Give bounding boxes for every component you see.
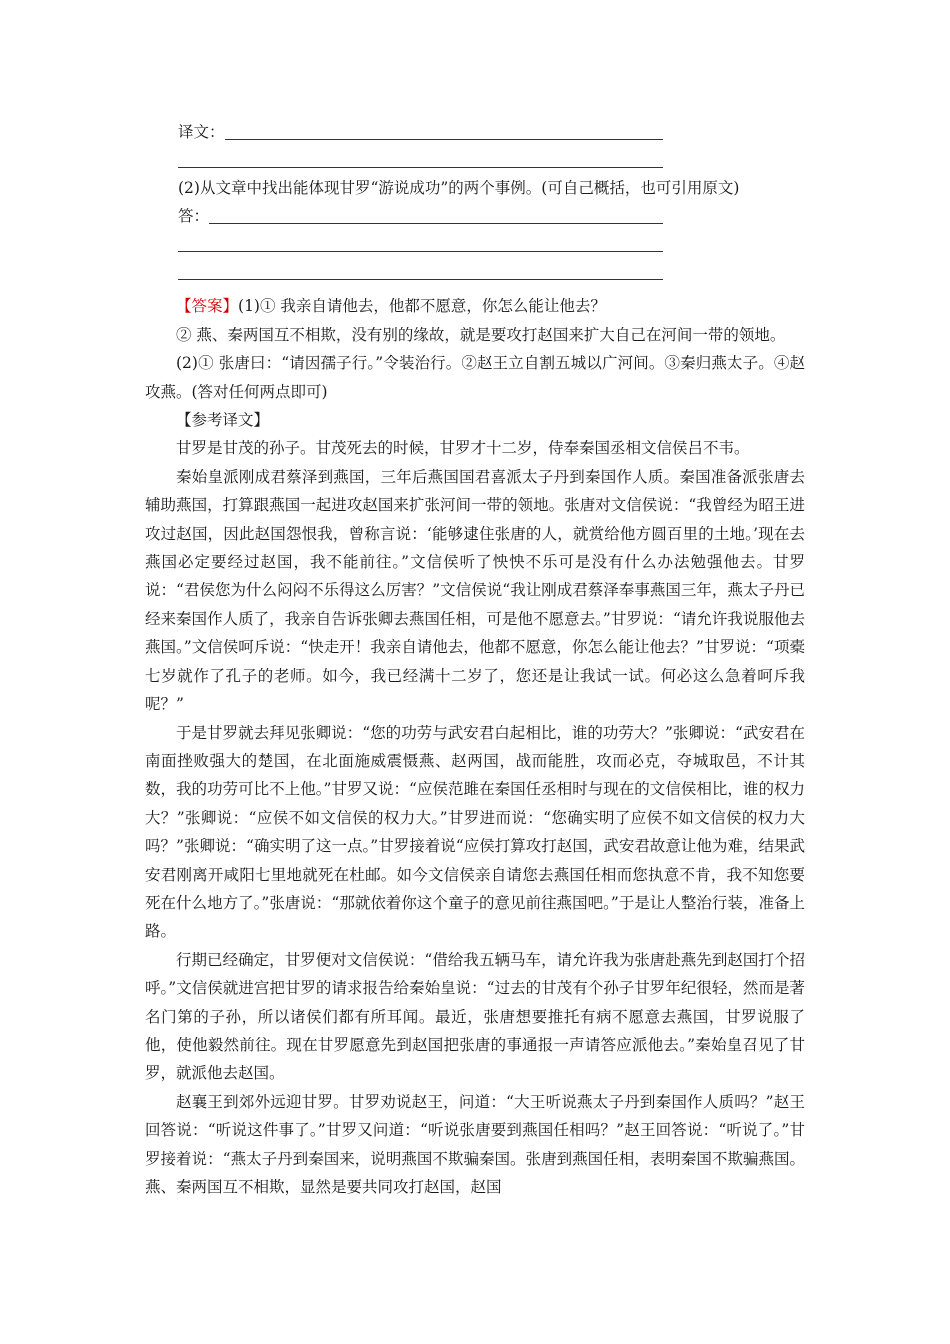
answer-blank-line[interactable]	[225, 139, 663, 140]
blank-row	[145, 230, 805, 258]
answer-tag: 【答案】	[176, 297, 239, 316]
reference-paragraph: 行期已经确定，甘罗便对文信侯说：“借给我五辆马车，请允许我为张唐赴燕先到赵国打个招呼。”文信侯就进宫把甘罗的请求报告给秦始皇说：“过去的甘茂有个孙子甘罗年纪很轻，然而是著名门第的子孙，所以诸侯们都有所耳闻。最近，张唐想要推托有病不愿意去燕国，甘罗说服了他，使他毅然前往。现在甘罗愿意先到赵国把张唐的事通报一声请答应派他去。”秦始皇召见了甘罗，就派他去赵国。	[145, 950, 805, 1083]
reference-paragraph: 赵襄王到郊外远迎甘罗。甘罗劝说赵王，问道：“大王听说燕太子丹到秦国作人质吗？”赵王回答说：“听说这件事了。”甘罗又问道：“听说张唐要到燕国任相吗？”赵王回答说：“听说了。”甘罗接着说：“燕太子丹到秦国来，说明燕国不欺骗秦国。张唐到燕国任相，表明秦国不欺骗燕国。燕、秦两国互不相欺，显然是要共同攻打赵国，赵国	[145, 1092, 805, 1196]
blank-row	[145, 258, 805, 286]
blank-row	[145, 146, 805, 174]
answer-paragraph-1	[145, 292, 805, 320]
answer-paragraph-3: (2)① 张唐曰：“请因孺子行。”令装治行。②赵王立自割五城以广河间。③秦归燕太子。④赵攻燕。(答对任何两点即可)	[145, 354, 805, 401]
reference-heading: 【参考译文】	[176, 411, 270, 430]
answer-blank-line[interactable]	[178, 251, 663, 252]
translation-row	[145, 118, 805, 146]
answer-text-1: (1)① 我亲自请他去，他都不愿意，你怎么能让他去？	[238, 297, 606, 316]
reference-paragraph: 于是甘罗就去拜见张卿说：“您的功劳与武安君白起相比，谁的功劳大？”张卿说：“武安君在南面挫败强大的楚国，在北面施威震慑燕、赵两国，战而能胜，攻而必克，夺城取邑，不计其数，我的功劳可比不上他。”甘罗又说：“应侯范雎在秦国任丞相时与现在的文信侯相比，谁的权力大？”张卿说：“应侯不如文信侯的权力大。”甘罗进而说：“您确实明了应侯不如文信侯的权力大吗？”张卿说：“确实明了这一点。”甘罗接着说“应侯打算攻打赵国，武安君故意让他为难，结果武安君刚离开咸阳七里地就死在杜邮。如今文信侯亲自请您去燕国任相而您执意不肯，我不知您要死在什么地方了。”张唐说：“那就依着你这个童子的意见前往燕国吧。”于是让人整治行装，准备上路。	[145, 723, 805, 941]
translation-label: 译文：	[178, 122, 225, 141]
question-2: (2)从文章中找出能体现甘罗“游说成功”的两个事例。(可自己概括，也可引用原文)	[178, 179, 740, 197]
reference-paragraph: 甘罗是甘茂的孙子。甘茂死去的时候，甘罗才十二岁，侍奉秦国丞相文信侯吕不韦。	[176, 439, 750, 458]
answer-blank-line[interactable]	[178, 167, 663, 168]
answer-blank-line[interactable]	[209, 223, 663, 224]
answer-paragraph-2: ② 燕、秦两国互不相欺，没有别的缘故，就是要攻打赵国来扩大自己在河间一带的领地。	[176, 325, 786, 344]
reference-paragraph: 秦始皇派刚成君蔡泽到燕国，三年后燕国国君喜派太子丹到秦国作人质。秦国准备派张唐去辅助燕国，打算跟燕国一起进攻赵国来扩张河间一带的领地。张唐对文信侯说：“我曾经为昭王进攻过赵国，因此赵国怨恨我，曾称言说：‘能够逮住张唐的人，就赏给他方圆百里的土地。’现在去燕国必定要经过赵国，我不能前往。”文信侯听了怏怏不乐可是没有什么办法勉强他去。甘罗说：“君侯您为什么闷闷不乐得这么厉害？”文信侯说“我让刚成君蔡泽奉事燕国三年，燕太子丹已经来秦国作人质了，我亲自告诉张卿去燕国任相，可是他不愿意去。”甘罗说：“请允许我说服他去燕国。”文信侯呵斥说：“快走开！我亲自请他去，他都不愿意，你怎么能让他去？”甘罗说：“项橐七岁就作了孔子的老师。如今，我已经满十二岁了，您还是让我试一试。何必这么急着呵斥我呢？”	[145, 467, 805, 714]
answer-blank-line[interactable]	[178, 279, 663, 280]
answer-row	[145, 202, 805, 230]
answer-label: 答：	[178, 207, 210, 225]
document-page	[145, 118, 805, 1201]
